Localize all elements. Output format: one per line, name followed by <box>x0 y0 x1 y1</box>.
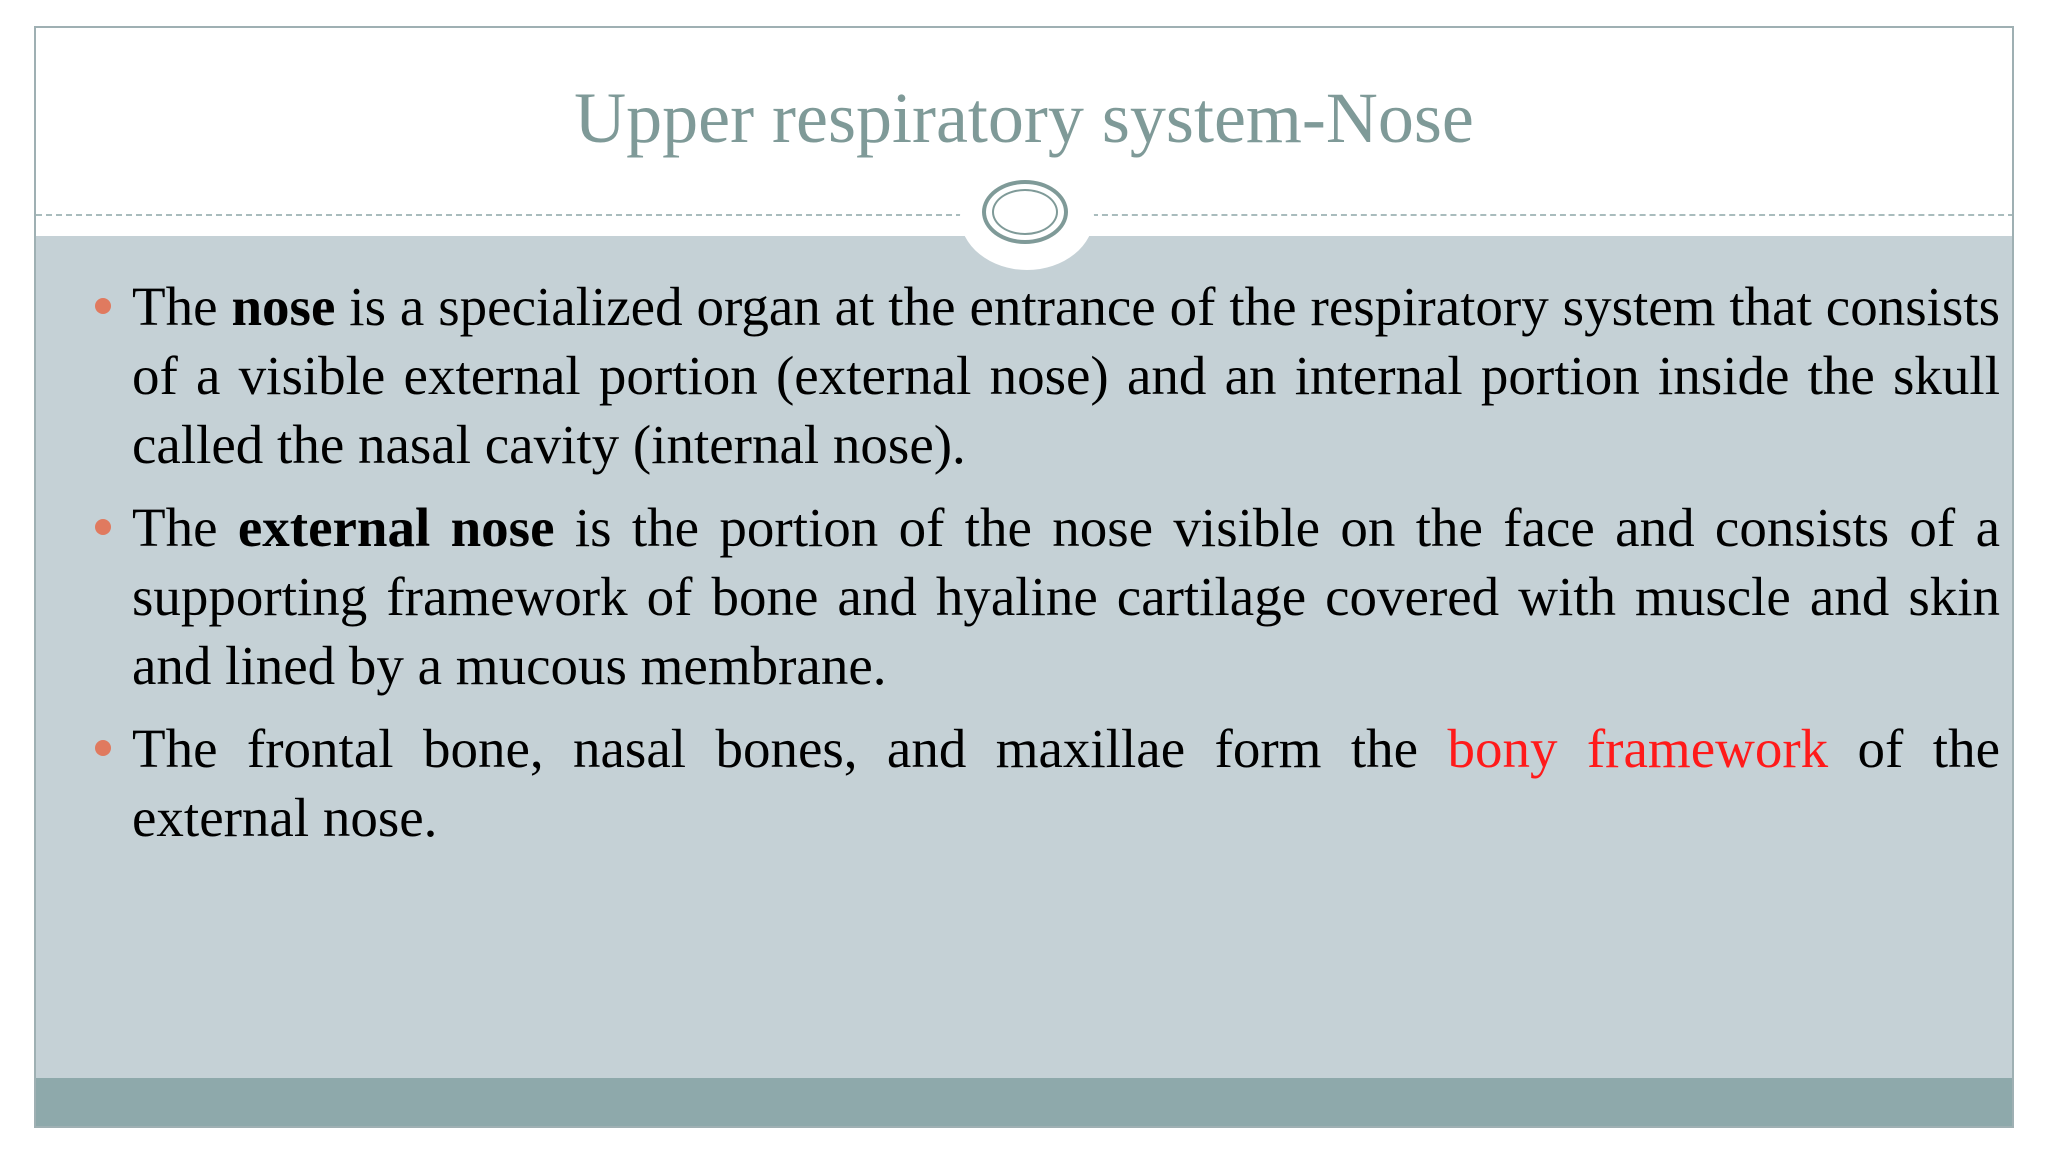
bullet-item-bony-framework <box>132 714 2000 852</box>
bullet-text-post: of the external nose. <box>132 718 2000 848</box>
slide-title: Upper respiratory system-Nose <box>574 78 1474 158</box>
bullet-item-nose <box>132 272 2000 479</box>
bullet-marker-icon <box>95 740 111 756</box>
bullet-text-bold: external nose <box>237 497 555 558</box>
bullet-text-highlight: bony framework <box>1447 718 1829 779</box>
bullet-text-post: is a specialized organ at the entrance of the respiratory system that consists of a visible external portion (external nose) and an internal portion inside the skull called the nasal cavity (internal nose). <box>132 276 2000 475</box>
oval-ornament <box>960 162 1094 270</box>
bullet-text-pre: The frontal bone, nasal bones, and maxillae form the <box>132 718 1448 779</box>
bullet-text-post: is the portion of the nose visible on the face and consists of a supporting framework of bone and hyaline cartilage covered with muscle and skin and lined by a mucous membrane. <box>132 497 2000 696</box>
bullet-marker-icon <box>95 298 111 314</box>
bullet-text-pre: The <box>132 276 232 337</box>
oval-inner-ring-icon <box>992 189 1058 235</box>
bullet-marker-icon <box>95 519 111 535</box>
bullet-text-pre: The <box>132 497 238 558</box>
bullet-item-external-nose <box>132 493 2000 700</box>
title-divider-right <box>1092 214 2014 216</box>
footer-bar <box>36 1078 2012 1128</box>
bullet-text-bold: nose <box>231 276 336 337</box>
slide <box>34 26 2014 1128</box>
title-divider-left <box>36 214 962 216</box>
oval-ring-icon <box>982 180 1068 244</box>
bullet-list <box>132 272 2000 866</box>
